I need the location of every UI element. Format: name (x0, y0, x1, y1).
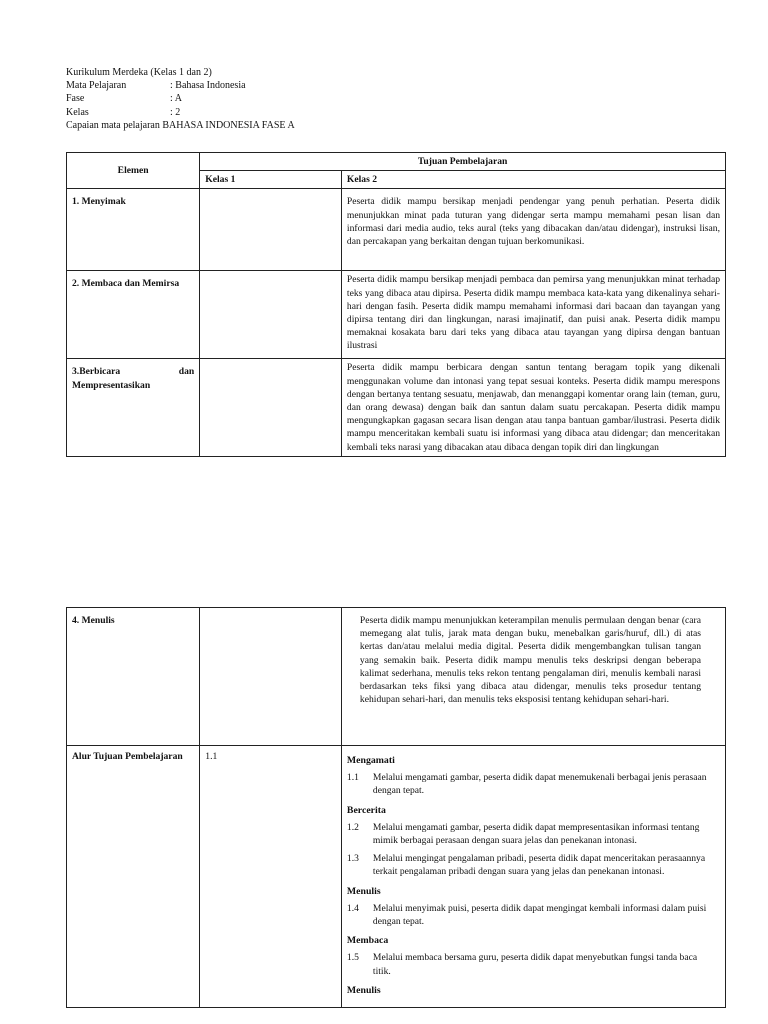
meta-row-phase (66, 92, 295, 105)
item-text: Melalui mengingat pengalaman pribadi, peserta didik dapat menceritakan perasaannya terkait pengalaman pribadi dengan suara yang jelas dan penekanan intonasi. (372, 853, 706, 878)
elemen-menulis: 4. Menulis (67, 608, 200, 746)
meta-label: Mata Pelajaran (66, 80, 127, 92)
elemen-berbicara (67, 359, 200, 456)
list-item (347, 951, 720, 977)
elemen-membaca: 2. Membaca dan Memirsa (67, 271, 200, 359)
kelas2-cell: Peserta didik mampu berbicara dengan santun tentang beragam topik yang dikenali menggunakan volume dan intonasi yang tepat sesuai konteks. Peserta didik mampu merespons dengan bertanya tentang sesuatu, menjawab, dan menanggapi komentar orang lain (teman, guru, dan orang dewasa) dengan baik dan santun dalam suatu percakapan. Peserta didik mampu mengungkapkan gagasan secara lisan dengan atau tanpa bantuan gambar/ilustrasi. Peserta didik mampu menceritakan kembali suatu isi informasi yang dibaca atau didengar; dan menceritakan kembali teks narasi yang dibacakan atau dibaca dengan topik diri dan lingkungan (341, 359, 725, 456)
meta-row-class (66, 106, 295, 119)
kelas2-cell: Peserta didik mampu menunjukkan keterampilan menulis permulaan dengan benar (cara memegang alat tulis, jarak mata dengan buku, menebalkan garis/huruf, dll.) di atas kertas dan/atau melalui media digital. Peserta didik mengembangkan tulisan tangan yang semakin baik. Peserta didik mampu menulis teks deskripsi dengan beberapa kalimat sederhana, menulis teks rekon tentang pengalaman diri, menulis kembali narasi berdasarkan teks fiksi yang dibaca atau didengar, menulis teks prosedur tentang kehidupan sehari-hari, dan menulis teks eksposisi tentang kehidupan sehari-hari. (341, 608, 725, 746)
section-title: Membaca (346, 935, 389, 947)
item-text: Melalui membaca bersama guru, peserta didik dapat menyebutkan fungsi tanda baca titik. (372, 952, 698, 977)
table-row (67, 271, 726, 359)
kelas1-cell (200, 359, 342, 456)
atp-label: Alur Tujuan Pembelajaran (67, 746, 200, 1008)
elemen-label-part: 3.Berbicara (72, 366, 121, 378)
elemen-menyimak: 1. Menyimak (67, 189, 200, 271)
meta-value: : Bahasa Indonesia (170, 80, 246, 92)
item-text: Melalui mengamati gambar, peserta didik dapat menemukenali berbagai jenis perasaan dengan tepat. (372, 772, 707, 797)
atp-table (66, 607, 726, 1008)
list-item (347, 852, 720, 878)
header-tujuan: Tujuan Pembelajaran (200, 153, 726, 171)
table-row (67, 359, 726, 456)
item-number: 1.4 (346, 902, 359, 914)
elemen-label-part: dan (178, 366, 195, 378)
table-row (67, 608, 726, 746)
section-title: Menulis (346, 984, 381, 996)
kelas1-cell (200, 189, 342, 271)
meta-row-subject (66, 79, 295, 92)
document-header (66, 66, 295, 132)
table-row (67, 746, 726, 1008)
capaian-table (66, 152, 726, 457)
item-number: 1.3 (346, 853, 359, 865)
section-title: Menulis (346, 885, 381, 897)
list-item (347, 902, 720, 928)
meta-label: Fase (66, 93, 85, 105)
table-row (67, 189, 726, 271)
atp-content (341, 746, 725, 1008)
meta-value: : 2 (170, 106, 181, 118)
kelas1-cell: 1.1 (200, 746, 342, 1008)
meta-label: Kelas (66, 106, 89, 118)
item-number: 1.2 (346, 821, 359, 833)
capaian-title: Capaian mata pelajaran BAHASA INDONESIA FASE A (66, 119, 295, 131)
kelas2-cell: Peserta didik mampu bersikap menjadi pembaca dan pemirsa yang menunjukkan minat terhadap teks yang dibaca atau dipirsa. Peserta didik mampu membaca kata-kata yang dikenalinya sehari-hari dengan fasih. Peserta didik mampu memahami informasi dari bacaan dan tayangan yang dipirsa tentang diri dan lingkungan, narasi imajinatif, dan puisi anak. Peserta didik mampu memaknai kosakata baru dari teks yang dibaca atau tayangan yang dipirsa dengan bantuan ilustrasi (341, 271, 725, 359)
elemen-label-part: Mempresentasikan (72, 379, 151, 391)
header-kelas2: Kelas 2 (341, 171, 725, 189)
list-item (347, 821, 720, 847)
kelas2-cell: Peserta didik mampu bersikap menjadi pendengar yang penuh perhatian. Peserta didik menunjukkan minat pada tuturan yang didengar serta mampu memahami pesan lisan dan informasi dari media audio, teks aural (teks yang dibacakan dan/atau didengar), instruksi lisan, dan percakapan yang berkaitan dengan tujuan berkomunikasi. (341, 189, 725, 271)
curriculum-title: Kurikulum Merdeka (Kelas 1 dan 2) (66, 67, 212, 78)
section-title: Bercerita (346, 804, 386, 816)
item-number: 1.5 (346, 952, 359, 964)
header-kelas1: Kelas 1 (200, 171, 342, 189)
item-text: Melalui mengamati gambar, peserta didik dapat mempresentasikan informasi tentang mimik berbagai perasaan dengan suara jelas dan penekanan intonasi. (372, 821, 700, 847)
kelas1-cell (200, 608, 342, 746)
header-elemen: Elemen (67, 153, 200, 189)
section-title: Mengamati (346, 755, 395, 766)
kelas1-cell (200, 271, 342, 359)
list-item (347, 771, 720, 797)
item-text: Melalui menyimak puisi, peserta didik dapat mengingat kembali informasi dalam puisi dengan tepat. (372, 902, 707, 928)
item-number: 1.1 (346, 772, 359, 784)
meta-value: : A (170, 93, 182, 105)
table-header-row (67, 153, 726, 171)
